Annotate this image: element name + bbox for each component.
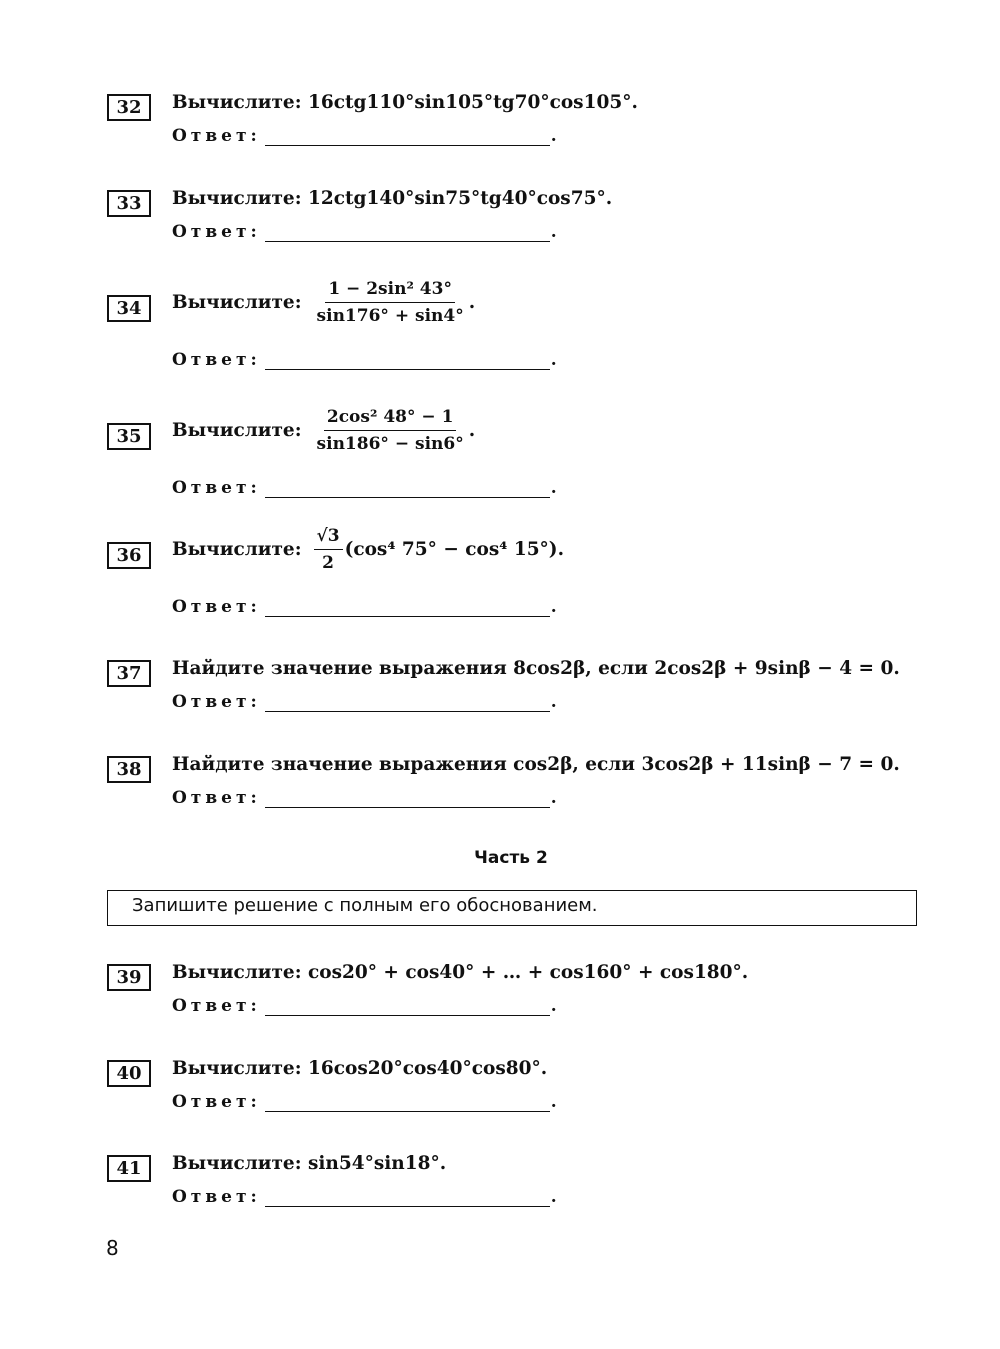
task-question: Вычислите: 12ctg140°sin75°tg40°cos75°.: [172, 188, 613, 209]
task-number: 41: [107, 1155, 151, 1182]
answer-field[interactable]: [172, 788, 557, 808]
answer-dot: .: [550, 597, 557, 617]
task-question: Найдите значение выражения cos2β, если 3cos2β + 11sinβ − 7 = 0.: [172, 754, 900, 775]
fraction-denominator: sin176° + sin4°: [316, 306, 464, 326]
fraction: [314, 279, 467, 326]
task-number: 38: [107, 756, 151, 783]
answer-label: Ответ:: [172, 1187, 261, 1207]
question-suffix: (cos⁴ 75° − cos⁴ 15°).: [344, 539, 565, 560]
task-question: Вычислите: 16cos20°cos40°cos80°.: [172, 1058, 548, 1079]
question-prefix: Вычислите:: [172, 539, 302, 560]
answer-line[interactable]: [265, 789, 550, 808]
answer-label: Ответ:: [172, 996, 261, 1016]
fraction: [314, 526, 343, 573]
task-question: [172, 279, 475, 326]
question-prefix: Вычислите:: [172, 292, 302, 313]
task-number: 36: [107, 542, 151, 569]
answer-label: Ответ:: [172, 788, 261, 808]
task-number: 32: [107, 94, 151, 121]
part-title: Часть 2: [474, 848, 548, 868]
task-number: 39: [107, 964, 151, 991]
answer-label: Ответ:: [172, 597, 261, 617]
question-suffix: .: [468, 420, 476, 441]
answer-dot: .: [550, 350, 557, 370]
answer-field[interactable]: [172, 597, 557, 617]
answer-label: Ответ:: [172, 692, 261, 712]
question-suffix: .: [468, 292, 476, 313]
answer-field[interactable]: [172, 222, 557, 242]
fraction-denominator: 2: [322, 553, 334, 573]
task-question: Вычислите: sin54°sin18°.: [172, 1153, 447, 1174]
answer-label: Ответ:: [172, 478, 261, 498]
answer-dot: .: [550, 1187, 557, 1207]
answer-line[interactable]: [265, 1188, 550, 1207]
answer-line[interactable]: [265, 223, 550, 242]
answer-dot: .: [550, 478, 557, 498]
answer-label: Ответ:: [172, 350, 261, 370]
task-question: Вычислите: 16ctg110°sin105°tg70°cos105°.: [172, 92, 638, 113]
answer-line[interactable]: [265, 1093, 550, 1112]
task-number: 40: [107, 1060, 151, 1087]
fraction-numerator: √3: [314, 526, 343, 550]
answer-field[interactable]: [172, 1187, 557, 1207]
answer-field[interactable]: [172, 692, 557, 712]
answer-field[interactable]: [172, 350, 557, 370]
answer-line[interactable]: [265, 997, 550, 1016]
fraction-numerator: 2cos² 48° − 1: [324, 407, 457, 431]
task-question: Вычислите: cos20° + cos40° + … + cos160° + cos180°.: [172, 962, 749, 983]
task-question: [172, 407, 475, 454]
answer-line[interactable]: [265, 479, 550, 498]
task-question: [172, 526, 564, 573]
answer-dot: .: [550, 996, 557, 1016]
answer-label: Ответ:: [172, 126, 261, 146]
answer-dot: .: [550, 1092, 557, 1112]
answer-dot: .: [550, 692, 557, 712]
instruction-box: Запишите решение с полным его обоснованием.: [107, 890, 917, 926]
fraction-denominator: sin186° − sin6°: [316, 434, 464, 454]
answer-dot: .: [550, 222, 557, 242]
page-number: 8: [106, 1236, 119, 1260]
task-number: 33: [107, 190, 151, 217]
question-prefix: Вычислите:: [172, 420, 302, 441]
fraction: [314, 407, 467, 454]
answer-line[interactable]: [265, 598, 550, 617]
task-number: 37: [107, 660, 151, 687]
answer-dot: .: [550, 126, 557, 146]
answer-field[interactable]: [172, 478, 557, 498]
answer-label: Ответ:: [172, 1092, 261, 1112]
task-number: 35: [107, 423, 151, 450]
answer-field[interactable]: [172, 1092, 557, 1112]
answer-field[interactable]: [172, 126, 557, 146]
answer-field[interactable]: [172, 996, 557, 1016]
fraction-numerator: 1 − 2sin² 43°: [325, 279, 455, 303]
task-question: Найдите значение выражения 8cos2β, если 2cos2β + 9sinβ − 4 = 0.: [172, 658, 900, 679]
answer-line[interactable]: [265, 693, 550, 712]
answer-dot: .: [550, 788, 557, 808]
task-number: 34: [107, 295, 151, 322]
answer-label: Ответ:: [172, 222, 261, 242]
answer-line[interactable]: [265, 351, 550, 370]
answer-line[interactable]: [265, 127, 550, 146]
